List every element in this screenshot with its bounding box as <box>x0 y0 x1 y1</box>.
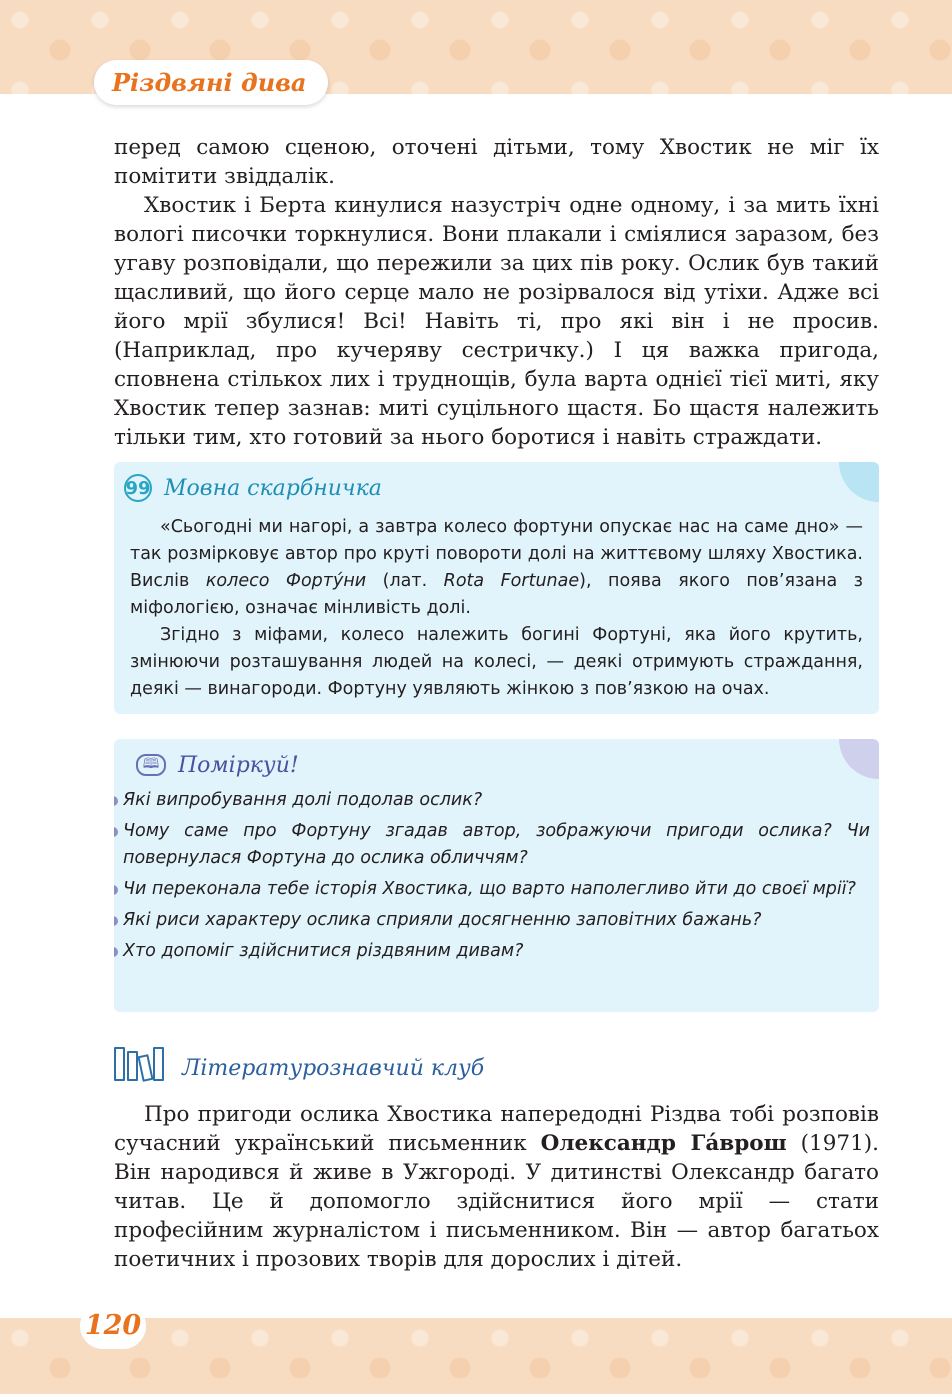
latin-term: колесо Форту́ни <box>205 571 367 591</box>
bullet-icon <box>114 796 118 806</box>
question-text: Які випробування долі подолав ослик? <box>123 790 483 810</box>
text-run: ), поява якого пов’язана з міфологією, означає мінливість долі. <box>130 571 863 618</box>
literary-club-title: Літературознавчий клуб <box>182 1055 485 1081</box>
questions-list <box>114 787 879 969</box>
author-name: Олександр Га́врош <box>540 1131 787 1156</box>
text-run: «Сьогодні ми нагорі, а завтра колесо фортуни опускає нас на саме дно» — так розмірковує автор про круті повороти долі на життєвому шляху Хвостика. Вислів <box>130 517 863 591</box>
chapter-title: Різдвяні дива <box>94 60 328 105</box>
language-treasury-box <box>114 462 879 714</box>
box-corner-decoration <box>839 739 879 779</box>
text-run: (1971). Він народився й живе в Ужгороді. У дитинстві Олександр багато читав. Це й допомогло здійснитися його мрії — стати професійним журналістом і письменником. Він — автор багатьох поетичних і прозових творів для дорослих і дітей. <box>114 1131 879 1272</box>
text-run: (лат. <box>366 571 444 591</box>
think-box-header <box>136 749 299 781</box>
question-item <box>114 818 870 872</box>
language-box-header <box>124 472 382 504</box>
box-corner-decoration <box>839 462 879 502</box>
question-item <box>114 938 870 965</box>
bullet-icon <box>114 885 118 895</box>
question-text: Чи переконала тебе історія Хвостика, що варто наполегливо йти до своєї мрії? <box>123 879 856 899</box>
language-box-paragraph-2: Згідно з міфами, колесо належить богині Фортуні, яка його крутить, змінюючи розташування людей на колесі, — деякі отримують страждання, деякі — винагороди. Фортуну уявляють жінкою з пов’язкою на очах. <box>130 625 863 699</box>
quote-icon: 99 <box>124 474 152 502</box>
books-icon <box>114 1047 164 1081</box>
author-paragraph <box>114 1100 879 1274</box>
think-box <box>114 739 879 1012</box>
question-item <box>114 876 870 903</box>
literary-club-header <box>114 1046 484 1082</box>
question-item <box>114 907 870 934</box>
bullet-icon <box>114 916 118 926</box>
bullet-icon <box>114 827 118 837</box>
intro-paragraph-2: Хвостик і Берта кинулися назустріч одне одному, і за мить їхні вологі писочки торкнулися. Вони плакали і сміялися заразом, без угаву розповідали, що пережили за цих пів року. Ослик був такий щасливий, що його серце мало не розірвалося від утіхи. Адже всі його мрії збулися! Всі! Навіть ті, про які він і не просив. (Наприклад, про кучеряву сестричку.) І ця важка пригода, сповнена стількох лих і труднощів, була варта однієї тієї миті, яку Хвостик тепер зазнав: миті суцільного щастя. Бо щастя належить тільки тим, хто готовий за нього боротися і навіть страждати. <box>114 193 879 450</box>
question-text: Які риси характеру ослика сприяли досягненню заповітних бажань? <box>123 910 762 930</box>
bullet-icon <box>114 947 118 957</box>
open-book-icon: 🕮 <box>136 754 166 776</box>
language-box-paragraph-1 <box>130 514 863 622</box>
question-item <box>114 787 870 814</box>
latin-phrase: Rota Fortunae <box>443 571 580 591</box>
page-number: 120 <box>80 1303 146 1349</box>
intro-paragraph-1: перед самою сценою, оточені дітьми, тому Хвостик не міг їх помітити звіддалік. <box>114 135 879 189</box>
question-text: Чому саме про Фортуну згадав автор, зображуючи пригоди ослика? Чи повернулася Фортуна до ослика обличчям? <box>123 821 870 868</box>
think-box-title: Поміркуй! <box>178 752 299 778</box>
text-run: Про пригоди ослика Хвостика напередодні Різдва тобі розповів сучасний український письменник <box>114 1102 879 1156</box>
language-box-title: Мовна скарбничка <box>164 475 382 501</box>
question-text: Хто допоміг здійснитися різдвяним дивам? <box>123 941 524 961</box>
